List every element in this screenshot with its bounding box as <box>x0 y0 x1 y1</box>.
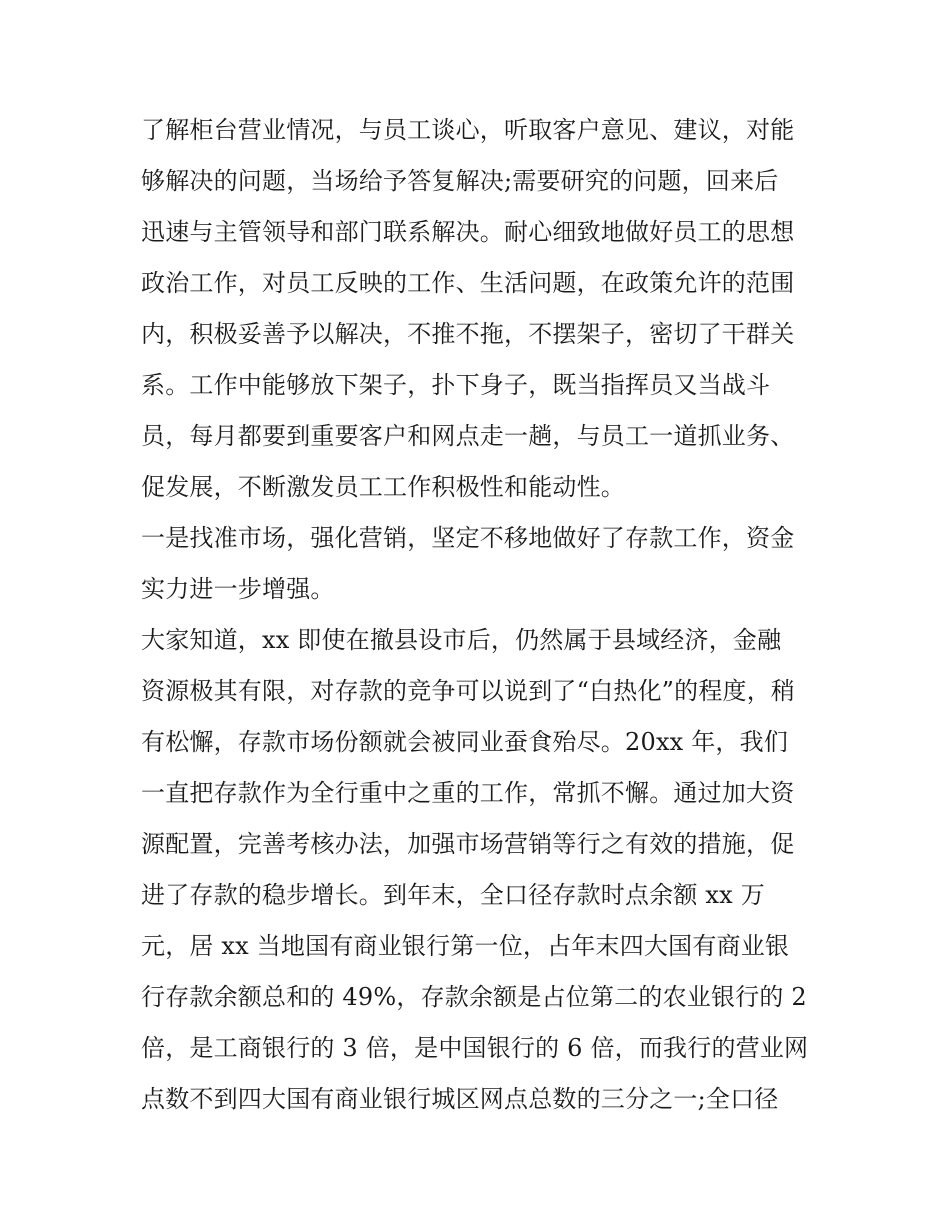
text-line: 政治工作，对员工反映的工作、生活问题，在政策允许的范围 <box>141 269 795 297</box>
text-line: 点数不到四大国有商业银行城区网点总数的三分之一;全口径 <box>141 1085 779 1113</box>
text-line: 促发展，不断激发员工工作积极性和能动性。 <box>141 473 625 501</box>
text-line: 一直把存款作为全行重中之重的工作，常抓不懈。通过加大资 <box>141 779 795 807</box>
text-line: 有松懈，存款市场份额就会被同业蚕食殆尽。20xx 年，我们 <box>141 728 789 756</box>
text-line: 源配置，完善考核办法，加强市场营销等行之有效的措施，促 <box>141 830 795 858</box>
text-line: 系。工作中能够放下架子，扑下身子，既当指挥员又当战斗 <box>141 371 771 399</box>
text-line: 实力进一步增强。 <box>141 575 335 603</box>
text-line: 够解决的问题，当场给予答复解决;需要研究的问题，回来后 <box>141 167 779 195</box>
text-line: 进了存款的稳步增长。到年末，全口径存款时点余额 xx 万 <box>141 881 765 909</box>
body-text <box>141 105 821 1125</box>
text-line: 迅速与主管领导和部门联系解决。耐心细致地做好员工的思想 <box>141 218 795 246</box>
text-line: 大家知道，xx 即使在撤县设市后，仍然属于县域经济，金融 <box>141 626 782 654</box>
text-line: 元，居 xx 当地国有商业银行第一位，占年末四大国有商业银 <box>141 932 790 960</box>
text-line: 员，每月都要到重要客户和网点走一趟，与员工一道抓业务、 <box>141 422 795 450</box>
text-line: 了解柜台营业情况，与员工谈心，听取客户意见、建议，对能 <box>141 116 795 144</box>
text-line: 行存款余额总和的 49%，存款余额是占位第二的农业银行的 2 <box>141 983 807 1011</box>
text-line: 倍，是工商银行的 3 倍，是中国银行的 6 倍，而我行的营业网 <box>141 1034 809 1062</box>
text-line: 内，积极妥善予以解决，不推不拖，不摆架子，密切了干群关 <box>141 320 795 348</box>
text-line: 一是找准市场，强化营销，坚定不移地做好了存款工作，资金 <box>141 524 795 552</box>
text-line: 资源极其有限，对存款的竞争可以说到了“白热化”的程度，稍 <box>141 677 796 705</box>
